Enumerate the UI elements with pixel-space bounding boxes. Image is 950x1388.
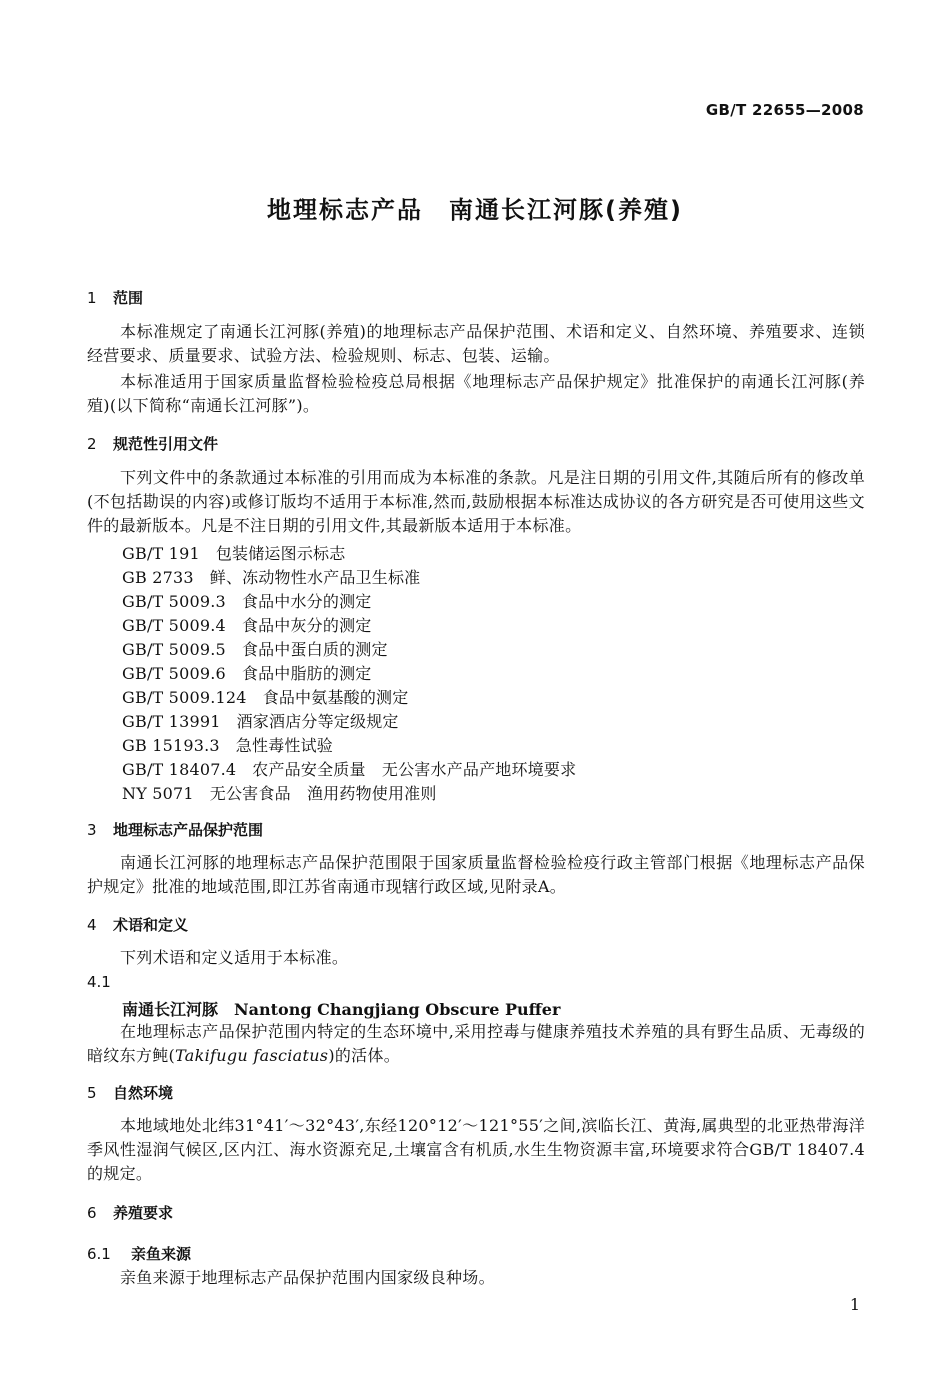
reference-item: GB/T 5009.6 食品中脂肪的测定 xyxy=(122,664,372,683)
reference-item: GB 2733 鲜、冻动物性水产品卫生标准 xyxy=(122,568,421,587)
section-title: 规范性引用文件 xyxy=(113,435,219,453)
section-3-heading xyxy=(87,819,263,840)
latin-species-name: Takifugu fasciatus xyxy=(175,1046,329,1065)
section-number: 2 xyxy=(87,435,97,453)
section-number: 1 xyxy=(87,289,97,307)
reference-item: GB/T 5009.124 食品中氨基酸的测定 xyxy=(122,688,409,707)
reference-item: GB 15193.3 急性毒性试验 xyxy=(122,736,333,755)
section-1-heading xyxy=(87,287,143,308)
subsection-6-1-heading xyxy=(87,1243,191,1264)
section-number: 6 xyxy=(87,1204,97,1222)
section-2-heading xyxy=(87,433,218,454)
term-definition: 在地理标志产品保护范围内特定的生态环境中,采用控毒与健康养殖技术养殖的具有野生品质、无毒级的暗纹东方鲀(Takifugu fasciatus)的活体。 xyxy=(87,1022,865,1065)
section-title: 自然环境 xyxy=(113,1084,174,1102)
reference-item: GB/T 5009.4 食品中灰分的测定 xyxy=(122,616,372,635)
section-number: 4 xyxy=(87,916,97,934)
subsection-number: 6.1 xyxy=(87,1245,111,1263)
section-5-paragraph-1: 本地域地处北纬31°41′～32°43′,东经120°12′～121°55′之间,滨临长江、黄海,属典型的北亚热带海洋季风性湿润气候区,区内江、海水资源充足,土壤富含有机质,水生生物资源丰富,环境要求符合GB/T 18407.4的规定。 xyxy=(87,1116,865,1183)
subsection-title: 亲鱼来源 xyxy=(131,1245,192,1263)
section-title: 地理标志产品保护范围 xyxy=(113,821,264,839)
section-1-paragraph-2: 本标准适用于国家质量监督检验检疫总局根据《地理标志产品保护规定》批准保护的南通长江河豚(养殖)(以下简称“南通长江河豚”)。 xyxy=(87,372,865,415)
section-title: 术语和定义 xyxy=(113,916,189,934)
reference-item: NY 5071 无公害食品 渔用药物使用准则 xyxy=(122,784,437,803)
subsection-4-1-number: 4.1 xyxy=(87,973,111,991)
section-1-paragraph-1: 本标准规定了南通长江河豚(养殖)的地理标志产品保护范围、术语和定义、自然环境、养殖要求、连锁经营要求、质量要求、试验方法、检验规则、标志、包装、运输。 xyxy=(87,322,865,365)
section-5-heading xyxy=(87,1082,173,1103)
section-number: 3 xyxy=(87,821,97,839)
section-4-paragraph-1: 下列术语和定义适用于本标准。 xyxy=(120,948,349,967)
reference-item: GB/T 5009.3 食品中水分的测定 xyxy=(122,592,372,611)
section-number: 5 xyxy=(87,1084,97,1102)
standard-code: GB/T 22655—2008 xyxy=(705,101,864,119)
section-6-heading xyxy=(87,1202,173,1223)
section-6-1-paragraph-1: 亲鱼来源于地理标志产品保护范围内国家级良种场。 xyxy=(120,1268,495,1287)
section-4-heading xyxy=(87,914,188,935)
section-title: 范围 xyxy=(113,289,144,307)
term-english: Nantong Changjiang Obscure Puffer xyxy=(234,1000,561,1019)
document-title: 地理标志产品 南通长江河豚(养殖) xyxy=(267,196,683,224)
reference-item: GB/T 191 包装储运图示标志 xyxy=(122,544,346,563)
term-chinese: 南通长江河豚 xyxy=(122,1000,219,1019)
section-2-paragraph-1: 下列文件中的条款通过本标准的引用而成为本标准的条款。凡是注日期的引用文件,其随后所有的修改单(不包括勘误的内容)或修订版均不适用于本标准,然而,鼓励根据本标准达成协议的各方研究是否可使用这些文件的最新版本。凡是不注日期的引用文件,其最新版本适用于本标准。 xyxy=(87,468,865,535)
section-title: 养殖要求 xyxy=(113,1204,174,1222)
page-number: 1 xyxy=(849,1295,860,1314)
term-entry xyxy=(122,997,560,1020)
section-3-paragraph-1: 南通长江河豚的地理标志产品保护范围限于国家质量监督检验检疫行政主管部门根据《地理标志产品保护规定》批准的地域范围,即江苏省南通市现辖行政区域,见附录A。 xyxy=(87,853,865,896)
reference-item: GB/T 13991 酒家酒店分等定级规定 xyxy=(122,712,399,731)
reference-item: GB/T 18407.4 农产品安全质量 无公害水产品产地环境要求 xyxy=(122,760,577,779)
reference-item: GB/T 5009.5 食品中蛋白质的测定 xyxy=(122,640,388,659)
